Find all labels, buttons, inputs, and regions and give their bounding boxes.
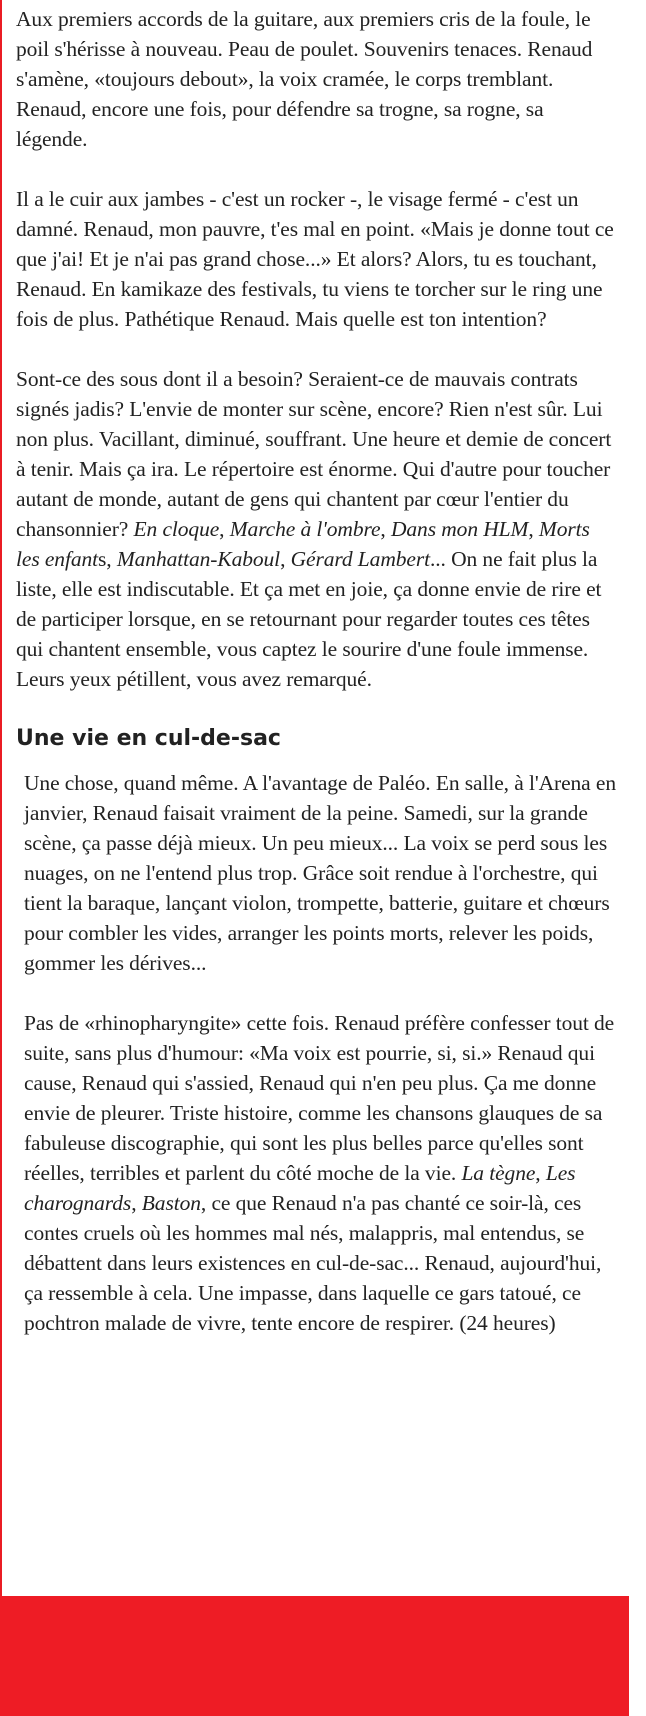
title-reference: Marche à l'ombre [229,517,381,541]
title-reference: Gérard Lambert [290,547,430,571]
article-paragraph-5: Pas de «rhinopharyngite» cette fois. Renaud préfère confesser tout de suite, sans plus d'humour: «Ma voix est pourrie, si, si.» Renaud qui cause, Renaud qui s'assied, Renaud qui n'en peu plus. Ça me donne envie de pleurer. Triste histoire, comme les chansons glauques de sa fabuleuse discographie, qui sont les plus belles parce qu'elles sont réelles, terribles et parlent du côté moche de la vie. La tègne, Les charognards, Baston, ce que Renaud n'a pas chanté ce soir-là, ces contes cruels où les hommes mal nés, malappris, mal entendus, se débattent dans leurs existences en cul-de-sac... Renaud, aujourd'hui, ça ressemble à cela. Une impasse, dans laquelle ce gars tatoué, ce pochtron malade de vivre, tente encore de respirer. (24 heures) [24,1011,615,1335]
article-accent-rule [0,0,2,1596]
article-paragraph-2: Il a le cuir aux jambes - c'est un rocker -, le visage fermé - c'est un damné. Renaud, mon pauvre, t'es mal en point. «Mais je donne tout ce que j'ai! Et je n'ai pas grand chose...» Et alors? Alors, tu es touchant, Renaud. En kamikaze des festivals, tu viens te torcher sur le ring une fois de plus. Pathétique Renaud. Mais quelle est ton intention? [16,187,614,331]
title-reference: Dans mon HLM [390,517,529,541]
section-subheading: Une vie en cul-de-sac [16,726,281,751]
title-reference: Manhattan-Kaboul [116,547,281,571]
title-reference: Les charognards [24,1161,576,1215]
article-paragraph-1: Aux premiers accords de la guitare, aux premiers cris de la foule, le poil s'hérisse à nouveau. Peau de poulet. Souvenirs tenaces. Renaud s'amène, «toujours debout», la voix cramée, le corps tremblant. Renaud, encore une fois, pour défendre sa trogne, sa rogne, sa légende. [16,7,593,151]
title-reference: En cloque [133,517,220,541]
article-body [16,4,616,1338]
title-reference: Baston [141,1191,201,1215]
section-body [16,768,616,1338]
article-paragraph-4: Une chose, quand même. A l'avantage de Paléo. En salle, à l'Arena en janvier, Renaud faisait vraiment de la peine. Samedi, sur la grande scène, ça passe déjà mieux. Un peu mieux... La voix se perd sous les nuages, on ne l'entend plus trop. Grâce soit rendue à l'orchestre, qui tient la baraque, lançant violon, trompette, batterie, guitare et chœurs pour combler les vides, arranger les points morts, relever les poids, gommer les dérives... [24,771,616,975]
title-reference: Morts les enfant [16,517,590,571]
footer-red-banner [0,1596,629,1716]
title-reference: La tègne [461,1161,536,1185]
article-paragraph-3: Sont-ce des sous dont il a besoin? Seraient-ce de mauvais contrats signés jadis? L'envie de monter sur scène, encore? Rien n'est sûr. Lui non plus. Vacillant, diminué, souffrant. Une heure et demie de concert à tenir. Mais ça ira. Le répertoire est énorme. Qui d'autre pour toucher autant de monde, autant de gens qui chantent par cœur l'entier du chansonnier? En cloque, Marche à l'ombre, Dans mon HLM, Morts les enfants, Manhattan-Kaboul, Gérard Lambert... On ne fait plus la liste, elle est indiscutable. Et ça met en joie, ça donne envie de rire et de participer lorsque, en se retournant pour regarder toutes ces têtes qui chantent ensemble, vous captez le sourire d'une foule immense. Leurs yeux pétillent, vous avez remarqué. [16,367,612,691]
